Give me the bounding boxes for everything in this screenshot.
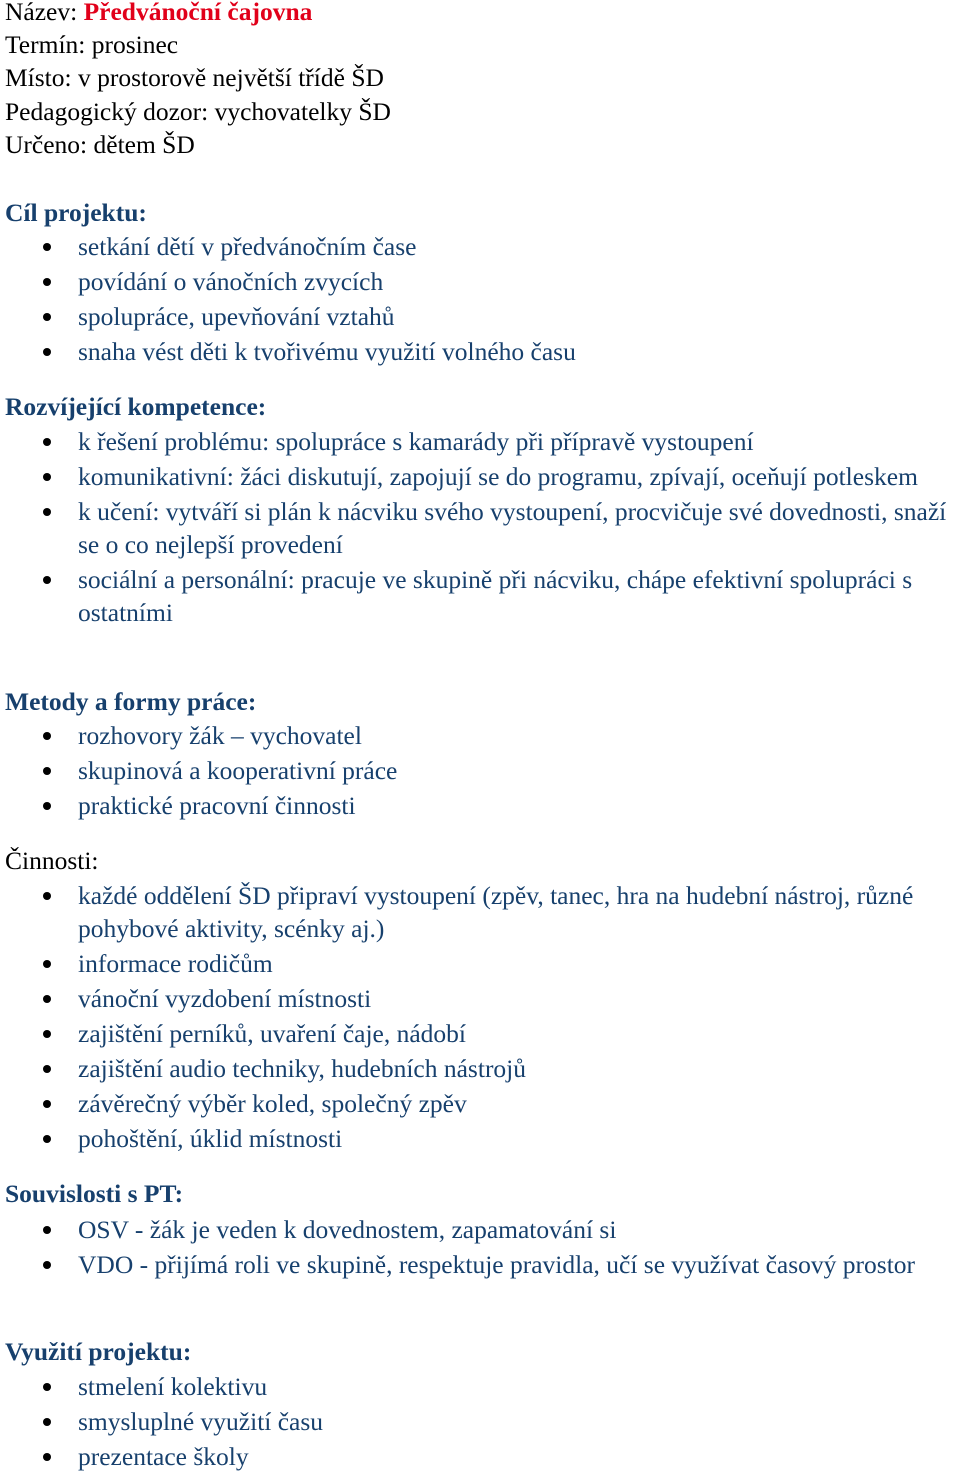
project-title-line (5, 0, 312, 28)
bullet-icon (43, 732, 51, 740)
goal-heading: Cíl projektu: (5, 198, 147, 227)
methods-heading: Metody a formy práce: (5, 687, 257, 716)
project-title: Předvánoční čajovna (83, 0, 313, 26)
bullet-icon (43, 438, 51, 446)
list-item: informace rodičům (0, 947, 948, 980)
list-item: stmelení kolektivu (0, 1370, 948, 1403)
bullet-icon (43, 960, 51, 968)
bullet-icon (43, 1135, 51, 1143)
list-item: každé oddělení ŠD připraví vystoupení (zpěv, tanec, hra na hudební nástroj, různé pohybové aktivity, scénky aj.) (0, 879, 958, 945)
list-item: pohoštění, úklid místnosti (0, 1122, 948, 1155)
relations-heading: Souvislosti s PT: (5, 1179, 184, 1208)
list-item: prezentace školy (0, 1440, 948, 1473)
usage-heading: Využití projektu: (5, 1337, 192, 1366)
list-item: povídání o vánočních zvycích (0, 265, 948, 298)
usage-list (0, 1370, 960, 1475)
list-item: spolupráce, upevňování vztahů (0, 300, 948, 333)
bullet-icon (43, 1065, 51, 1073)
bullet-icon (43, 1226, 51, 1234)
list-item: zajištění perníků, uvaření čaje, nádobí (0, 1017, 948, 1050)
audience-line: Určeno: dětem ŠD (5, 130, 195, 159)
list-item: VDO - přijímá roli ve skupině, respektuje pravidla, učí se využívat časový prostor (0, 1248, 948, 1281)
list-item: snaha vést děti k tvořivému využití volného času (0, 335, 948, 368)
bullet-icon (43, 892, 51, 900)
bullet-icon (43, 802, 51, 810)
list-item: komunikativní: žáci diskutují, zapojují se do programu, zpívají, oceňují potleskem (0, 460, 948, 493)
bullet-icon (43, 1030, 51, 1038)
bullet-icon (43, 278, 51, 286)
bullet-icon (43, 313, 51, 321)
list-item: zajištění audio techniky, hudebních nástrojů (0, 1052, 948, 1085)
relations-list (0, 1213, 960, 1283)
methods-list (0, 719, 960, 824)
bullet-icon (43, 243, 51, 251)
bullet-icon (43, 767, 51, 775)
bullet-icon (43, 1261, 51, 1269)
list-item: OSV - žák je veden k dovednostem, zapamatování si (0, 1213, 948, 1246)
list-item: smysluplné využití času (0, 1405, 948, 1438)
list-item: závěrečný výběr koled, společný zpěv (0, 1087, 948, 1120)
bullet-icon (43, 995, 51, 1003)
bullet-icon (43, 1453, 51, 1461)
place-line: Místo: v prostorově největší třídě ŠD (5, 63, 384, 92)
bullet-icon (43, 576, 51, 584)
list-item: k učení: vytváří si plán k nácviku svého vystoupení, procvičuje své dovednosti, snaží se o co nejlepší provedení (0, 495, 948, 561)
activities-list (0, 879, 960, 1157)
title-label: Název: (5, 0, 78, 26)
bullet-icon (43, 1383, 51, 1391)
bullet-icon (43, 1418, 51, 1426)
competences-heading: Rozvíjející kompetence: (5, 392, 267, 421)
bullet-icon (43, 473, 51, 481)
list-item: k řešení problému: spolupráce s kamarády při přípravě vystoupení (0, 425, 948, 458)
goal-list (0, 230, 960, 370)
list-item: rozhovory žák – vychovatel (0, 719, 948, 752)
bullet-icon (43, 1100, 51, 1108)
list-item: sociální a personální: pracuje ve skupině při nácviku, chápe efektivní spolupráci s ostatními (0, 563, 948, 629)
list-item: setkání dětí v předvánočním čase (0, 230, 948, 263)
bullet-icon (43, 508, 51, 516)
activities-heading: Činnosti: (5, 846, 99, 875)
bullet-icon (43, 348, 51, 356)
list-item: skupinová a kooperativní práce (0, 754, 948, 787)
list-item: vánoční vyzdobení místnosti (0, 982, 948, 1015)
list-item: praktické pracovní činnosti (0, 789, 948, 822)
term-line: Termín: prosinec (5, 30, 179, 59)
supervision-line: Pedagogický dozor: vychovatelky ŠD (5, 97, 391, 126)
competences-list (0, 425, 960, 631)
